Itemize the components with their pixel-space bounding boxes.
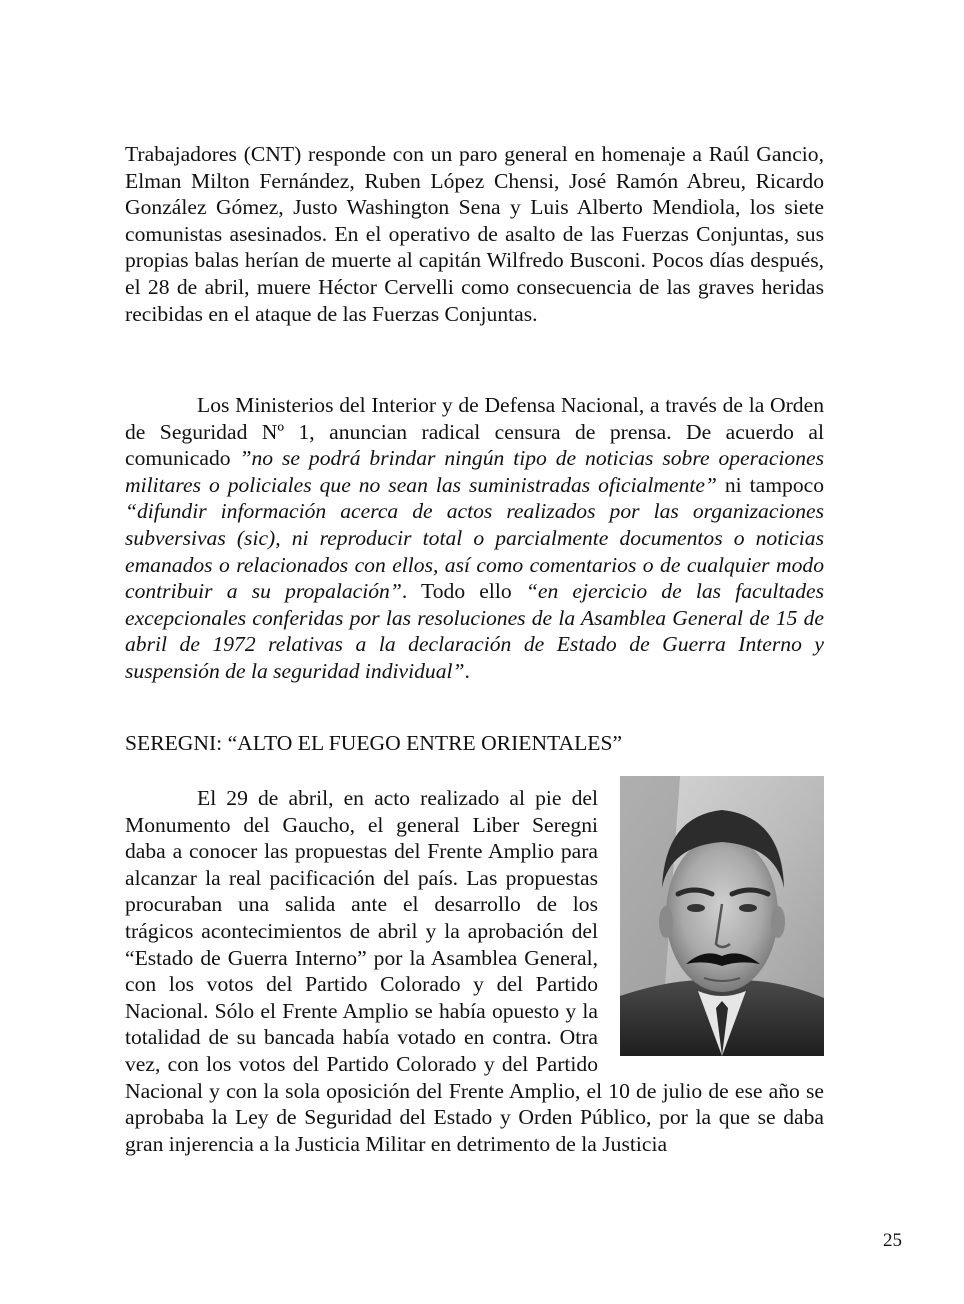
paragraph-2-text-1: Los Ministerios del Interior y de Defensa Nacional, a través de la Orden de Seguridad Nº 1, anuncian radical censura de prensa. De acuerdo al comunicado — [125, 393, 824, 471]
paragraph-press-censorship — [125, 392, 824, 685]
section-heading: SEREGNI: “ALTO EL FUEGO ENTRE ORIENTALES” — [125, 731, 623, 755]
page-number: 25 — [883, 1230, 902, 1251]
paragraph-cnt-strike: Trabajadores (CNT) responde con un paro general en homenaje a Raúl Gancio, Elman Milton Fernández, Ruben López Chensi, José Ramón Abreu, Ricardo González Gómez, Justo Washington Sena y Luis Alberto Mendiola, los siete comunistas asesinados. En el operativo de asalto de las Fuerzas Conjuntas, sus propias balas herían de muerte al capitán Wilfredo Busconi. Pocos días después, el 28 de abril, muere Héctor Cervelli como consecuencia de las graves heridas recibidas en el ataque de las Fuerzas Conjuntas. — [125, 142, 824, 326]
paragraph-2-text-2: ni tampoco — [716, 472, 824, 497]
seregni-portrait-photo — [620, 776, 824, 1056]
quote-facultades: “en ejercicio de las facultades excepcionales conferidas por las resoluciones de la Asamblea General de 15 de abril de 1972 relativas a la declaración de Estado de Guerra Interno y suspensión de la seguridad individual” — [125, 579, 824, 683]
quote-communique: ”no se podrá brindar ningún tipo de noticias sobre operaciones militares o policiales que no sean las suministradas oficialmente” — [125, 446, 825, 497]
paragraph-2-text-4: . — [464, 658, 470, 683]
paragraph-3-text: El 29 de abril, en acto realizado al pie del Monumento del Gaucho, el general Liber Seregni daba a conocer las propuestas del Frente Amplio para alcanzar la real pacificación del país. Las propuestas procuraban una salida ante el desarrollo de los trágicos acontecimientos de abril y la aprobación del “Estado de Guerra Interno” por la Asamblea General, con los votos del Partido Colorado y del Partido Nacional. Sólo el Frente Amplio se había opuesto y la totalidad de su bancada había votado en contra. Otra vez, con los votos del Partido Colorado y del Partido Nacional y con la sola oposición del Frente Amplio, el 10 de julio de ese año se aprobaba la Ley de Seguridad del Estado y Orden Público, por la que se daba gran injerencia a la Justicia Militar en detrimento de la Justicia — [125, 786, 824, 1156]
paragraph-seregni — [125, 785, 824, 1157]
paragraph-2-text-3: . Todo ello — [401, 579, 526, 604]
quote-difundir: “difundir información acerca de actos realizados por las organizaciones subversivas (sic), ni reproducir total o parcialmente documentos o noticias emanados o relacionados con ellos, así como comentarios o de cualquier modo contribuir a su propalación” — [125, 499, 824, 604]
